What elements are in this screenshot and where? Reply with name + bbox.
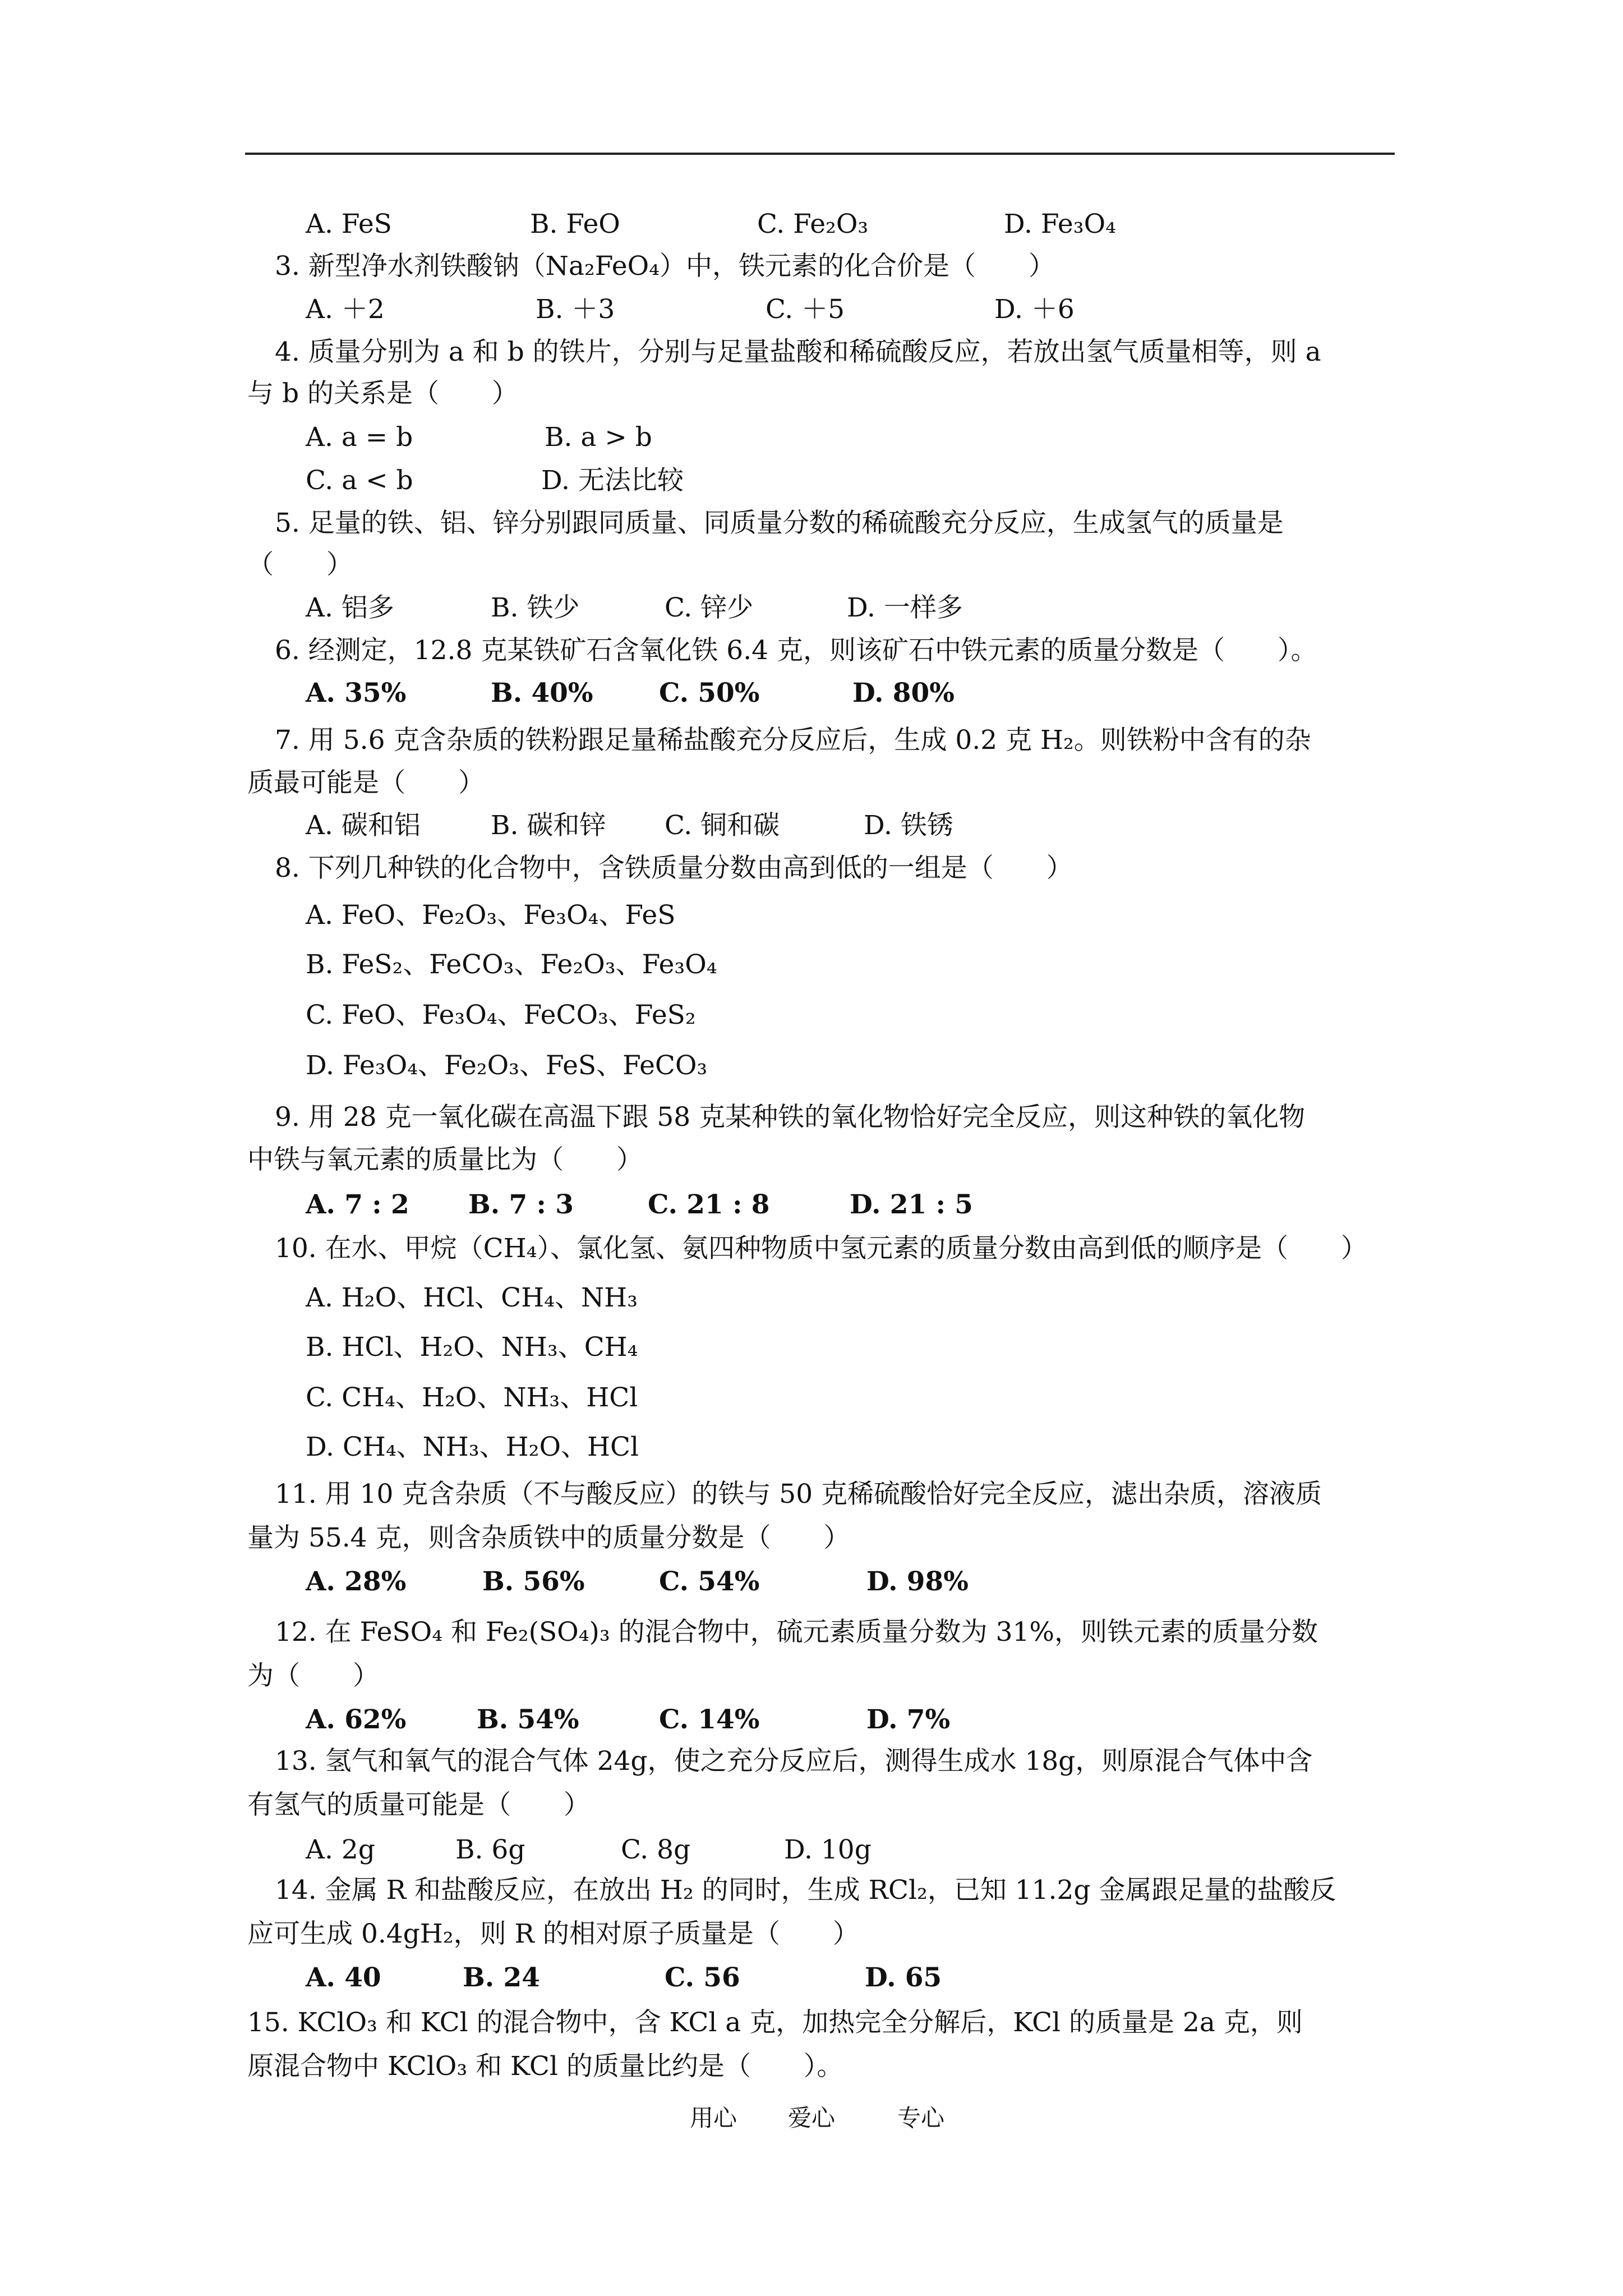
q14-option-b: B. 24 [463, 1962, 540, 1993]
q6-option-c: C. 50% [659, 678, 760, 708]
q9-option-d: D. 21 : 5 [850, 1189, 973, 1220]
q3-option-c: C. ＋5 [766, 294, 845, 325]
q13-option-d: D. 10g [784, 1834, 872, 1865]
q5-option-a: A. 铝多 [306, 592, 394, 623]
q4-option-d: D. 无法比较 [541, 465, 684, 496]
q3-option-d: D. ＋6 [994, 294, 1075, 325]
q9-line1: 9. 用 28 克一氧化碳在高温下跟 58 克某种铁的氧化物恰好完全反应，则这种铁的氧化物 [275, 1102, 1306, 1133]
q10-option-b: B. HCl、H₂O、NH₃、CH₄ [306, 1332, 638, 1363]
footer-text-b: 爱心 [788, 2104, 836, 2132]
q7-line2: 质最可能是（ ） [247, 767, 485, 798]
q5-line1: 5. 足量的铁、铝、锌分别跟同质量、同质量分数的稀硫酸充分反应，生成氢气的质量是 [275, 508, 1284, 539]
q2-option-d: D. Fe₃O₄ [1004, 209, 1116, 240]
q12-line1: 12. 在 FeSO₄ 和 Fe₂(SO₄)₃ 的混合物中，硫元素质量分数为 31%，则铁元素的质量分数 [275, 1617, 1318, 1648]
q8-option-b: B. FeS₂、FeCO₃、Fe₂O₃、Fe₃O₄ [306, 949, 717, 980]
q9-option-c: C. 21 : 8 [648, 1189, 770, 1220]
q8-option-c: C. FeO、Fe₃O₄、FeCO₃、FeS₂ [306, 1000, 696, 1030]
q11-option-a: A. 28% [306, 1566, 407, 1597]
q2-option-a: A. FeS [306, 209, 392, 240]
q11-line2: 量为 55.4 克，则含杂质铁中的质量分数是（ ） [247, 1522, 850, 1553]
q13-option-a: A. 2g [306, 1834, 375, 1865]
q15-line2: 原混合物中 KClO₃ 和 KCl 的质量比约是（ ）。 [247, 2051, 843, 2082]
q10-option-d: D. CH₄、NH₃、H₂O、HCl [306, 1432, 639, 1462]
q7-option-d: D. 铁锈 [864, 810, 953, 841]
q14-option-c: C. 56 [665, 1962, 740, 1993]
q4-line1: 4. 质量分别为 a 和 b 的铁片，分别与足量盐酸和稀硫酸反应，若放出氢气质量相等，则 a [275, 337, 1321, 367]
footer-text-a: 用心 [690, 2104, 737, 2132]
q13-line2: 有氢气的质量可能是（ ） [247, 1789, 590, 1820]
q11-option-b: B. 56% [482, 1566, 585, 1597]
q4-option-c: C. a < b [306, 465, 413, 496]
q4-line2: 与 b 的关系是（ ） [247, 378, 518, 409]
q6-option-a: A. 35% [306, 678, 407, 708]
q15-line1: 15. KClO₃ 和 KCl 的混合物中，含 KCl a 克，加热完全分解后，KCl 的质量是 2a 克，则 [247, 2007, 1303, 2038]
q12-option-c: C. 14% [659, 1704, 760, 1735]
q5-line2: （ ） [247, 549, 353, 580]
q10-option-a: A. H₂O、HCl、CH₄、NH₃ [306, 1282, 638, 1313]
q9-option-a: A. 7 : 2 [306, 1189, 409, 1220]
q11-option-c: C. 54% [659, 1566, 760, 1597]
q14-line2: 应可生成 0.4gH₂，则 R 的相对原子质量是（ ） [247, 1918, 859, 1949]
q3-option-b: B. ＋3 [536, 294, 615, 325]
q6-option-d: D. 80% [852, 678, 955, 708]
q3-option-a: A. ＋2 [306, 294, 385, 325]
q7-option-a: A. 碳和铝 [306, 810, 421, 841]
q7-line1: 7. 用 5.6 克含杂质的铁粉跟足量稀盐酸充分反应后，生成 0.2 克 H₂。则铁粉中含有的杂 [275, 725, 1311, 756]
q4-option-a: A. a = b [306, 422, 413, 453]
q14-option-a: A. 40 [306, 1962, 381, 1993]
q10-text: 10. 在水、甲烷（CH₄）、氯化氢、氨四种物质中氢元素的质量分数由高到低的顺序是（ ） [275, 1233, 1367, 1264]
q8-text: 8. 下列几种铁的化合物中，含铁质量分数由高到低的一组是（ ） [275, 853, 1073, 884]
q7-option-b: B. 碳和锌 [491, 810, 606, 841]
q6-text: 6. 经测定，12.8 克某铁矿石含氧化铁 6.4 克，则该矿石中铁元素的质量分数是（ ）。 [275, 635, 1317, 666]
q5-option-c: C. 锌少 [665, 592, 754, 623]
q2-option-b: B. FeO [530, 209, 620, 240]
q12-line2: 为（ ） [247, 1660, 379, 1691]
q10-option-c: C. CH₄、H₂O、NH₃、HCl [306, 1382, 638, 1413]
q12-option-a: A. 62% [306, 1704, 407, 1735]
q6-option-b: B. 40% [491, 678, 593, 708]
q2-option-c: C. Fe₂O₃ [757, 209, 869, 240]
q14-line1: 14. 金属 R 和盐酸反应，在放出 H₂ 的同时，生成 RCl₂，已知 11.2g 金属跟足量的盐酸反 [275, 1875, 1336, 1906]
q13-line1: 13. 氢气和氧气的混合气体 24g，使之充分反应后，测得生成水 18g，则原混合气体中含 [275, 1746, 1313, 1777]
q13-option-c: C. 8g [621, 1834, 691, 1865]
q11-line1: 11. 用 10 克含杂质（不与酸反应）的铁与 50 克稀硫酸恰好完全反应，滤出杂质，溶液质 [275, 1479, 1322, 1510]
q14-option-d: D. 65 [865, 1962, 942, 1993]
q5-option-d: D. 一样多 [847, 592, 963, 623]
q12-option-d: D. 7% [866, 1704, 951, 1735]
q8-option-d: D. Fe₃O₄、Fe₂O₃、FeS、FeCO₃ [306, 1050, 708, 1081]
q13-option-b: B. 6g [455, 1834, 525, 1865]
footer-text-c: 专心 [897, 2104, 945, 2132]
q7-option-c: C. 铜和碳 [665, 810, 780, 841]
header-rule [245, 153, 1395, 155]
q11-option-d: D. 98% [866, 1566, 969, 1597]
q12-option-b: B. 54% [477, 1704, 579, 1735]
q9-option-b: B. 7 : 3 [468, 1189, 574, 1220]
q8-option-a: A. FeO、Fe₂O₃、Fe₃O₄、FeS [306, 900, 676, 931]
q3-text: 3. 新型净水剂铁酸钠（Na₂FeO₄）中，铁元素的化合价是（ ） [275, 251, 1055, 282]
q5-option-b: B. 铁少 [491, 592, 580, 623]
q4-option-b: B. a > b [545, 422, 652, 453]
q9-line2: 中铁与氧元素的质量比为（ ） [247, 1144, 643, 1175]
